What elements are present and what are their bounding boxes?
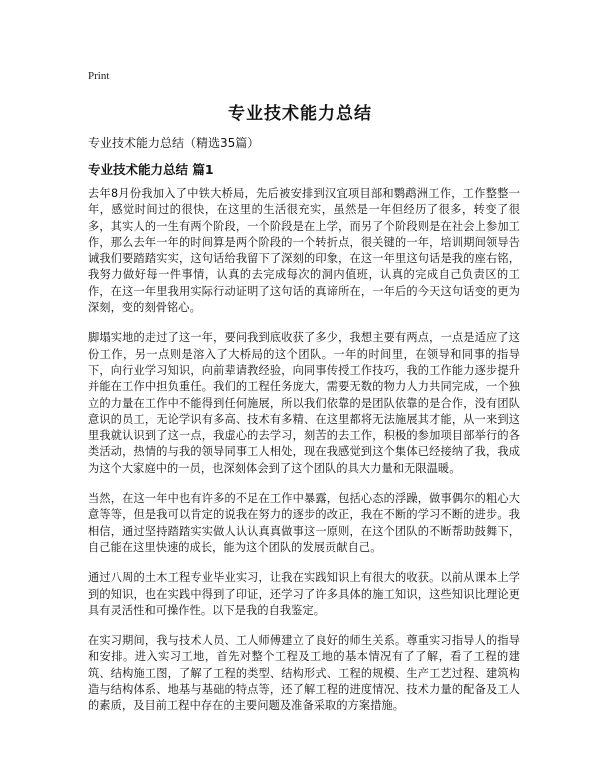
paragraph: 在实习期间，我与技术人员、工人师傅建立了良好的师生关系。尊重实习指导人的指导和安排。进入实习工地，首先对整个工程及工地的基本情况有了了解，看了工程的建筑、结构施工图，了解了工程的类型、结构形式、工程的规模、生产工艺过程、建筑构造与结构体系、地基与基础的特点等，还了解工程的进度情况、技术力量的配备及工人的素质，及目前工程中存在的主要问题及准备采取的方案措施。: [88, 634, 520, 713]
document-subtitle: 专业技术能力总结（精选35篇）: [88, 136, 260, 150]
document-title: 专业技术能力总结: [228, 104, 372, 124]
paragraph: 去年8月份我加入了中铁大桥局，先后被安排到汉宜项目部和鹦鹉洲工作，工作整整一年，感觉时间过的很快，在这里的生活很充实，虽然是一年但经历了很多，转变了很多，其实人的一生有两个阶段，一个阶段是在上学，而另了个阶段则是在社会上参加工作，那么去年一年的时间算是两个阶段的一个转折点，很关键的一年，培训期间领导告诫我们要踏踏实实，这句话给我留下了深刻的印象，在这一年里这句话是我的座右铭，我努力做好每一件事情，认真的去完成每次的洞内值班，认真的完成自己负责区的工作，在这一年里我用实际行动证明了这句话的真谛所在，一年后的今天这句话变的更为深刻，变的刻骨铭心。: [88, 187, 520, 315]
print-label: Print: [88, 70, 110, 82]
paragraph: 脚塌实地的走过了这一年，要问我到底收获了多少，我想主要有两点，一点是适应了这份工作，另一点则是溶入了大桥局的这个团队。一年的时间里，在领导和同事的指导下，向行业学习知识，向前辈请教经验，向同事传授工作技巧，我的工作能力逐步提升并能在工作中担负重任。我们的工程任务庞大，需要无数的物力人力共同完成，一个独立的力量在工作中不能得到任何施展，所以我们依靠的是团队依靠的是合作，没有团队意识的员工，无论学识有多高、技术有多精、在这里都将无法施展其才能，从一来到这里我就认识到了这一点，我虚心的去学习，刻苦的去工作，积极的参加项目部举行的各类活动，热情的与我的领导同事工人相处，现在我感觉到这个集体已经接纳了我，我成为这个大家庭中的一员，也深刻体会到了这个团队的具大力量和无限温暖。: [88, 331, 520, 475]
section-heading: 专业技术能力总结 篇1: [88, 162, 214, 177]
document-body: [88, 186, 520, 729]
paragraph: 通过八周的土木工程专业毕业实习，让我在实践知识上有很大的收获。以前从课本上学到的知识，也在实践中得到了印证，还学习了许多具体的施工知识，这些知识比理论更具有灵活性和可操作性。以下是我的自我鉴定。: [88, 571, 520, 617]
paragraph: 当然，在这一年中也有许多的不足在工作中暴露，包括心态的浮躁，做事偶尔的粗心大意等等，但是我可以肯定的说我在努力的逐步的改正，我在不断的学习不断的进步。我相信，通过坚持踏踏实实做人认认真真做事这一原则，在这个团队的不断帮助鼓舞下，自己能在这里快速的成长，能为这个团队的发展贡献自己。: [88, 492, 520, 554]
